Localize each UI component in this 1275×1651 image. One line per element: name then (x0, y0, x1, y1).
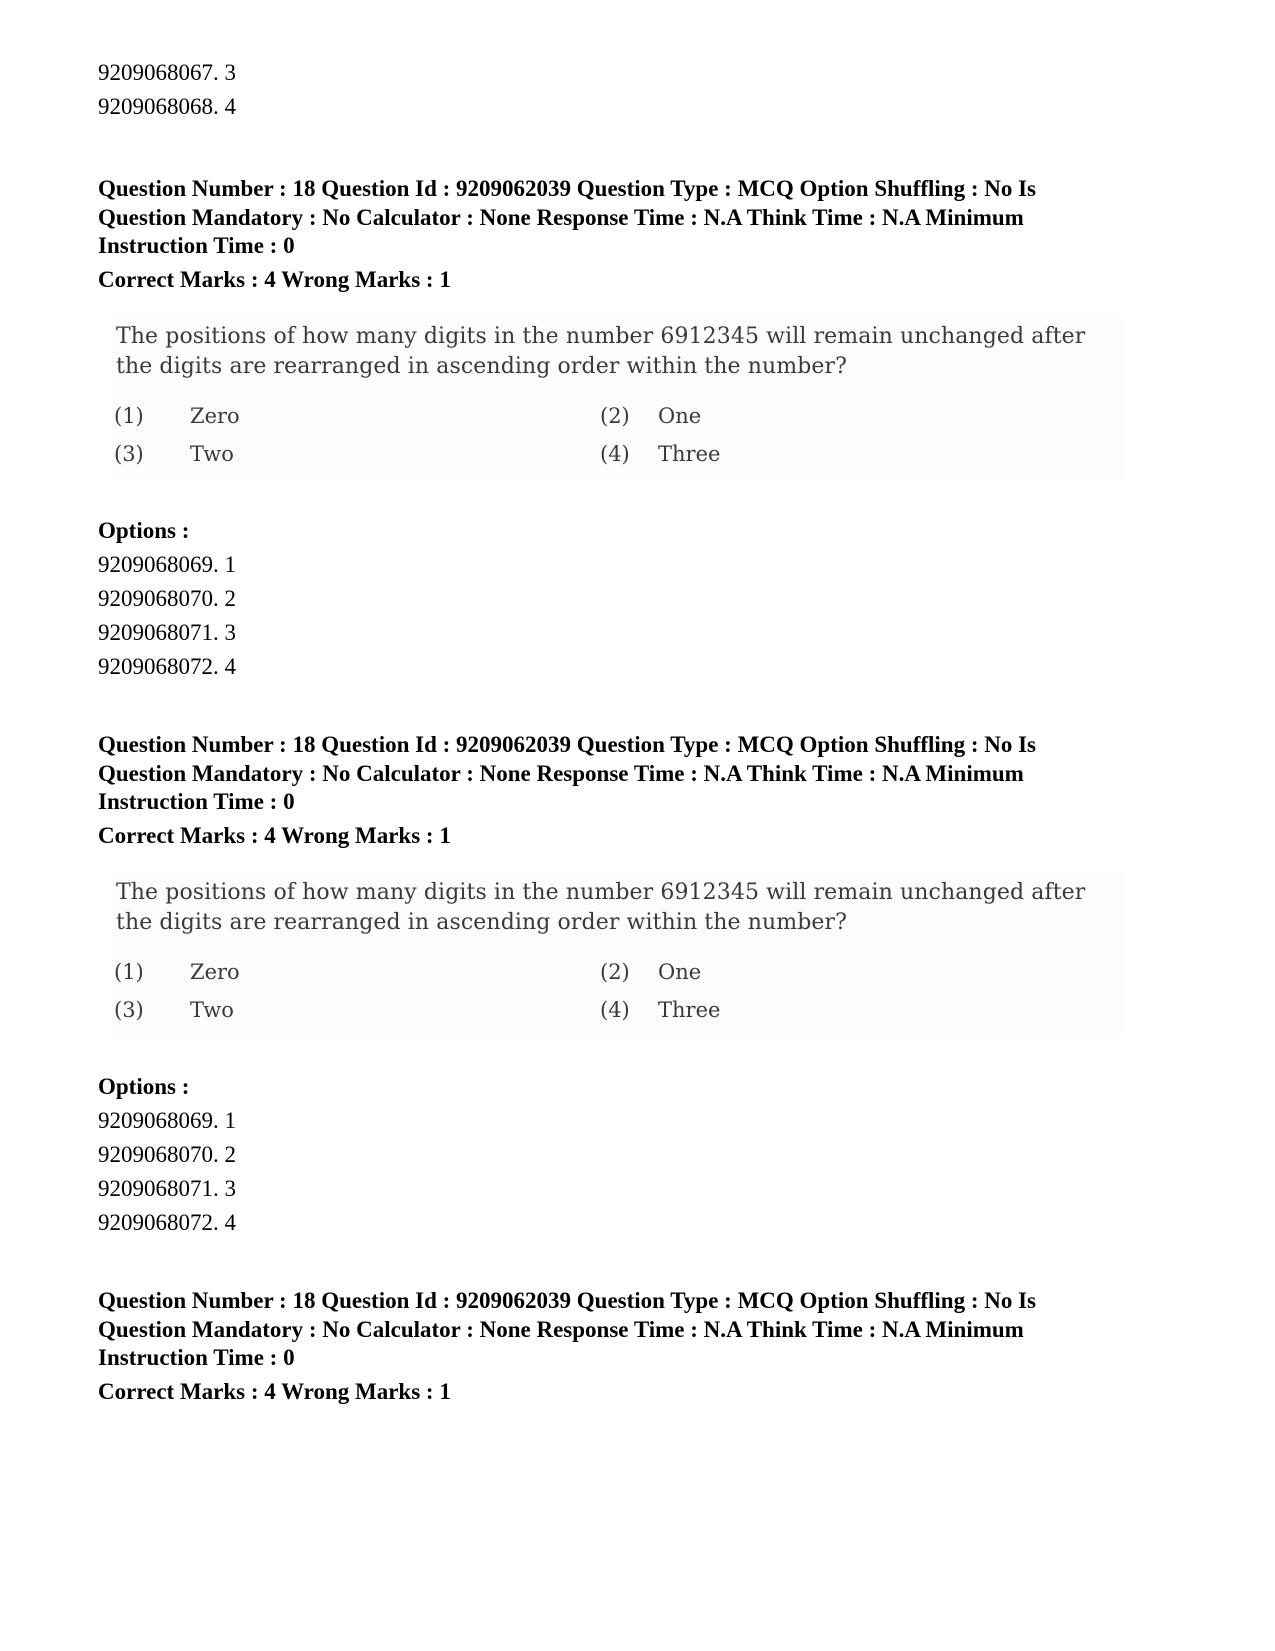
question-meta: Question Mandatory : No Calculator : None Response Time : N.A Think Time : N.A Minimum (98, 205, 1024, 230)
choice-text: Two (190, 442, 234, 466)
choice-text: One (658, 960, 702, 984)
option-line: 9209068072. 4 (98, 1210, 236, 1235)
choice-number: (2) (600, 960, 630, 984)
choice (600, 998, 720, 1022)
choice (600, 960, 701, 984)
choice-number: (4) (600, 442, 630, 466)
question-text (116, 878, 1085, 938)
question-text-line: The positions of how many digits in the number 6912345 will remain unchanged after (116, 880, 1086, 905)
option-line: 9209068070. 2 (98, 1142, 236, 1167)
question-image (112, 874, 1122, 1034)
choice (114, 998, 234, 1022)
choice (600, 404, 701, 428)
question-meta: Instruction Time : 0 (98, 1345, 295, 1370)
choice-number: (4) (600, 998, 630, 1022)
options-label: Options : (98, 1074, 190, 1099)
choice (600, 442, 720, 466)
choice (114, 442, 234, 466)
option-line: 9209068069. 1 (98, 552, 236, 577)
question-text-line: The positions of how many digits in the number 6912345 will remain unchanged after (116, 324, 1086, 349)
question-text-line: the digits are rearranged in ascending order within the number? (116, 910, 848, 935)
choice-number: (3) (114, 998, 144, 1022)
option-line: 9209068070. 2 (98, 586, 236, 611)
question-meta: Question Number : 18 Question Id : 9209062039 Question Type : MCQ Option Shuffling : No Is (98, 1288, 1037, 1313)
option-line: 9209068069. 1 (98, 1108, 236, 1133)
option-line: 9209068067. 3 (98, 60, 236, 85)
option-line: 9209068072. 4 (98, 654, 236, 679)
marks-line: Correct Marks : 4 Wrong Marks : 1 (98, 823, 451, 848)
choice-number: (2) (600, 404, 630, 428)
question-meta: Question Number : 18 Question Id : 9209062039 Question Type : MCQ Option Shuffling : No Is (98, 732, 1037, 757)
option-line: 9209068071. 3 (98, 620, 236, 645)
options-label: Options : (98, 518, 190, 543)
choice-text: Two (190, 998, 234, 1022)
option-line: 9209068068. 4 (98, 94, 236, 119)
marks-line: Correct Marks : 4 Wrong Marks : 1 (98, 1379, 451, 1404)
marks-line: Correct Marks : 4 Wrong Marks : 1 (98, 267, 451, 292)
question-image (112, 318, 1122, 478)
question-text (116, 322, 1085, 382)
question-meta: Instruction Time : 0 (98, 233, 295, 258)
question-meta: Question Number : 18 Question Id : 9209062039 Question Type : MCQ Option Shuffling : No Is (98, 176, 1037, 201)
choice (114, 960, 240, 984)
question-meta: Instruction Time : 0 (98, 789, 295, 814)
choice-text: Zero (190, 960, 240, 984)
choice-text: Three (658, 998, 721, 1022)
choice-number: (1) (114, 960, 144, 984)
option-line: 9209068071. 3 (98, 1176, 236, 1201)
choice-number: (3) (114, 442, 144, 466)
choice-text: Three (658, 442, 721, 466)
question-text-line: the digits are rearranged in ascending order within the number? (116, 354, 848, 379)
question-meta: Question Mandatory : No Calculator : None Response Time : N.A Think Time : N.A Minimum (98, 761, 1024, 786)
question-meta: Question Mandatory : No Calculator : None Response Time : N.A Think Time : N.A Minimum (98, 1317, 1024, 1342)
choice (114, 404, 240, 428)
choice-text: One (658, 404, 702, 428)
choice-text: Zero (190, 404, 240, 428)
choice-number: (1) (114, 404, 144, 428)
